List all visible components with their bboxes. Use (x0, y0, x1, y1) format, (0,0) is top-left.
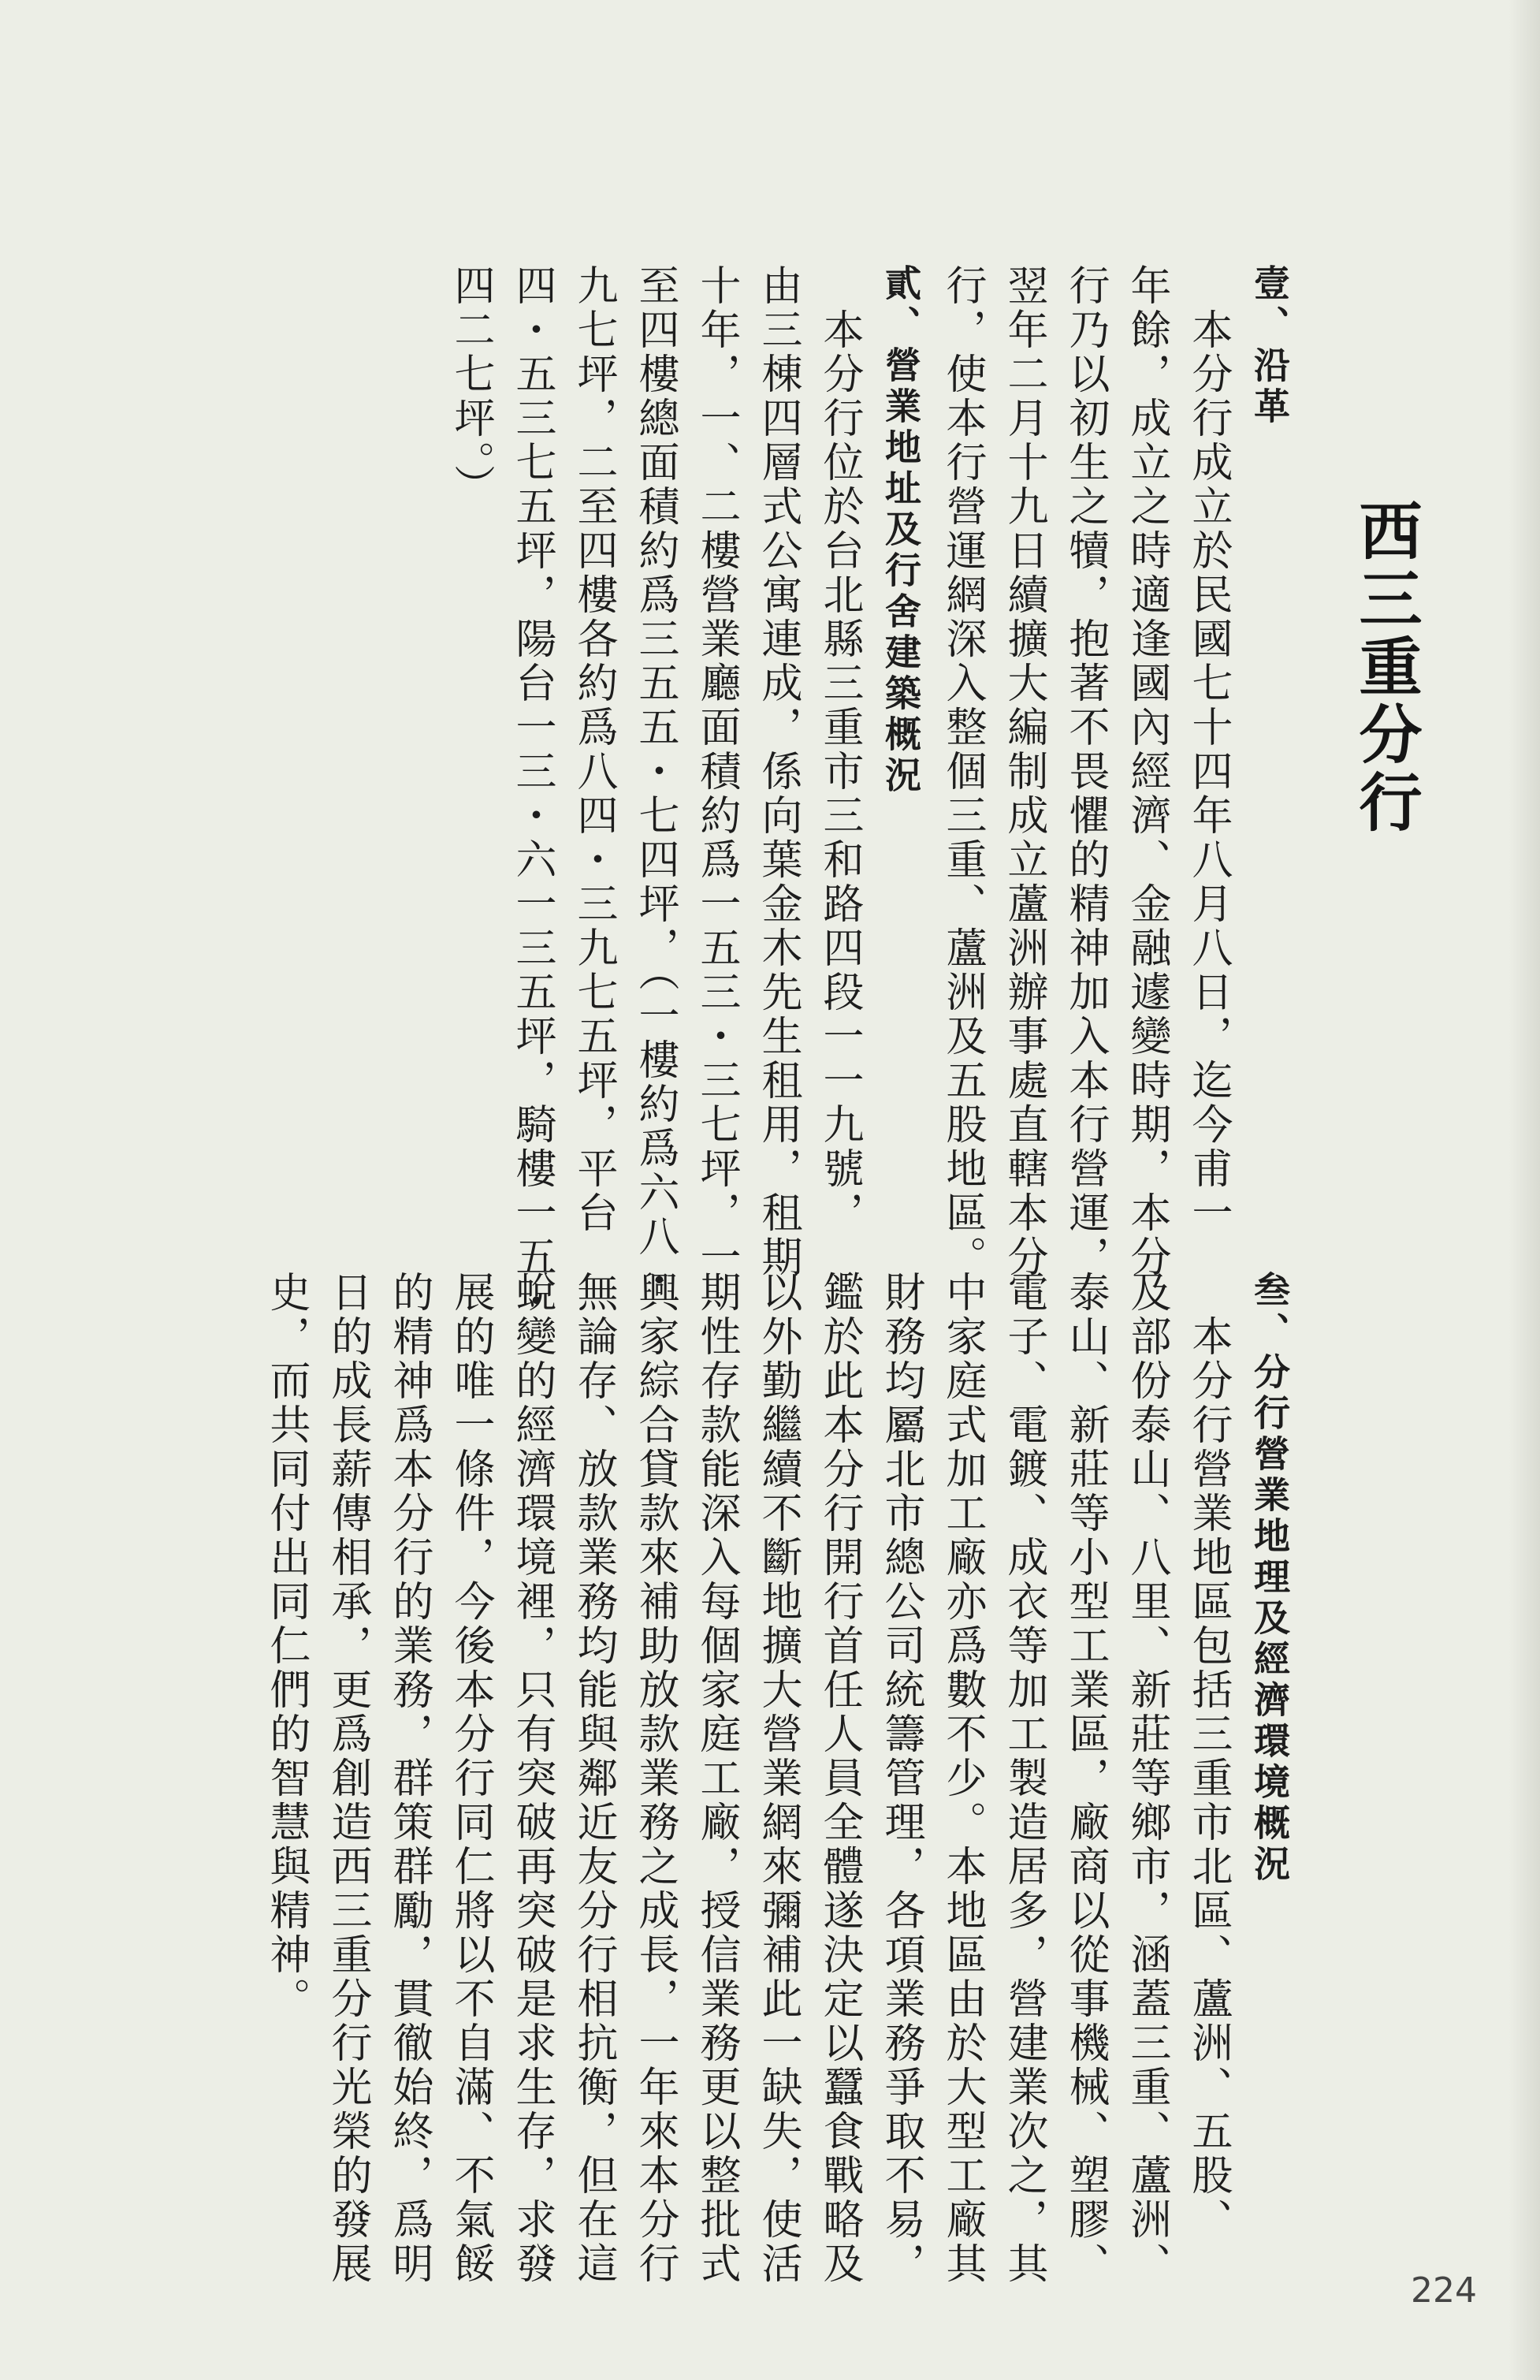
text-line: 四二七坪。） (447, 264, 494, 508)
upper-text-block (440, 264, 1300, 1324)
section-body-address (440, 264, 870, 1324)
text-line: 本分行營業地區包括三重市北區、蘆洲、五股、 (1185, 1271, 1232, 2242)
section-heading-history: 壹、沿革 (1248, 264, 1291, 428)
text-line: 九七坪，二至四樓各約爲八四・三九七五坪，平台 (570, 264, 617, 1235)
text-line: 史，而共同付出同仁們的智慧與精神。 (262, 1271, 310, 2021)
section-body-history (932, 264, 1239, 1279)
text-line: 年餘，成立之時適逢國內經濟、金融遽變時期，本分 (1123, 264, 1170, 1279)
text-line: 由三棟四層式公寓連成，係向葉金木先生租用，租期 (754, 264, 802, 1279)
page-number: 224 (1411, 2270, 1477, 2311)
text-line: 無論存、放款業務均能與鄰近友分行相抗衡，但在這 (570, 1271, 617, 2286)
section-heading-address: 貳、營業地址及行舍建築概況 (880, 264, 922, 797)
text-line: 鑑於此本分行開行首任人員全體遂決定以蠶食戰略及 (816, 1271, 863, 2286)
text-line: 電子、電鍍、成衣等加工製造居多，營建業次之，其 (1000, 1271, 1047, 2286)
section-body-environment (255, 1271, 1239, 2286)
text-line: 以外勤繼續不斷地擴大營業網來彌補此一缺失，使活 (754, 1271, 802, 2286)
text-line: 本分行成立於民國七十四年八月八日，迄今甫一 (1185, 264, 1232, 1235)
page-edge-shadow (1508, 0, 1540, 2380)
text-line: 日的成長薪傳相承，更爲創造西三重分行光榮的發展 (324, 1271, 371, 2286)
lower-text-block (255, 1271, 1300, 2286)
text-line: 四・五三七五坪，陽台一三・六一三五坪，騎樓一五・ (508, 264, 556, 1324)
text-line: 財務均屬北市總公司統籌管理，各項業務爭取不易， (877, 1271, 924, 2286)
text-line: 行乃以初生之犢，抱著不畏懼的精神加入本行營運， (1062, 264, 1109, 1279)
text-line: 展的唯一條件，今後本分行同仁將以不自滿、不氣餒 (447, 1271, 494, 2286)
text-line: 蛻變的經濟環境裡，只有突破再突破是求生存，求發 (508, 1271, 556, 2286)
text-line: 中家庭式加工廠亦爲數不少。本地區由於大型工廠其 (939, 1271, 986, 2286)
text-line: 本分行位於台北縣三重市三和路四段一一九號， (816, 264, 863, 1235)
text-line: 至四樓總面積約爲三五五・七四坪，（一樓約爲六八・ (631, 264, 679, 1303)
text-line: 的精神爲本分行的業務，群策群勵，貫徹始終，爲明 (385, 1271, 433, 2286)
text-line: 興家綜合貸款來補助放款業務之成長，一年來本分行 (631, 1271, 679, 2286)
page-title: 西三重分行 (1348, 498, 1422, 837)
text-line: 及部份泰山、八里、新莊等鄉市，涵蓋三重、蘆洲、 (1123, 1271, 1170, 2286)
text-line: 期性存款能深入每個家庭工廠，授信業務更以整批式 (693, 1271, 740, 2286)
text-line: 行，使本行營運網深入整個三重、蘆洲及五股地區。 (939, 264, 986, 1279)
text-line: 翌年二月十九日續擴大編制成立蘆洲辦事處直轄本分 (1000, 264, 1047, 1279)
section-heading-environment: 叁、分行營業地理及經濟環境概況 (1248, 1271, 1291, 1886)
text-line: 泰山、新莊等小型工業區，廠商以從事機械、塑膠、 (1062, 1271, 1109, 2286)
text-line: 十年，一、二樓營業廳面積約爲一五三・三七坪，一 (693, 264, 740, 1279)
